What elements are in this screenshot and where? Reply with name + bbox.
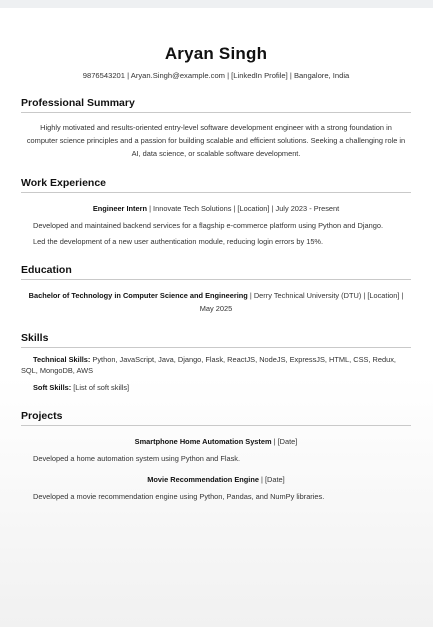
projects-section — [21, 410, 411, 502]
contact-line: 9876543201 | Aryan.Singh@example.com | [LinkedIn Profile] | Bangalore, India — [82, 71, 350, 80]
experience-role: Engineer Intern — [92, 204, 148, 213]
education-entry — [21, 289, 411, 315]
technical-skills-label: Technical Skills: — [33, 355, 91, 364]
summary-text: Highly motivated and results-oriented entry-level software development engineer with a strong foundation in computer science principles and a passion for building scalable and efficient solutions. Seeking a challenging role in AI, data science, or scalable software development. — [26, 123, 406, 158]
project-description: Developed a movie recommendation engine using Python, Pandas, and NumPy libraries. — [33, 492, 325, 501]
skills-section — [21, 332, 411, 393]
top-bar — [0, 0, 433, 8]
summary-heading: Professional Summary — [21, 97, 411, 113]
projects-heading: Projects — [21, 410, 411, 426]
resume-name: Aryan Singh — [164, 44, 268, 63]
experience-section — [21, 177, 411, 247]
project-date: | [Date] — [258, 475, 285, 484]
summary-section — [21, 97, 411, 160]
experience-heading: Work Experience — [21, 177, 411, 193]
experience-entry-head — [21, 202, 411, 215]
education-heading: Education — [21, 264, 411, 280]
project-name: Smartphone Home Automation System — [134, 437, 272, 446]
experience-bullet: Developed and maintained backend services for a flagship e-commerce platform using Python and Django. — [33, 221, 384, 230]
technical-skills-list: Python, JavaScript, Java, Django, Flask, ReactJS, NodeJS, ExpressJS, HTML, CSS, Redux, SQL, MongoDB, AWS — [21, 355, 396, 375]
soft-skills-list: [List of soft skills] — [71, 383, 130, 392]
project-title — [21, 435, 411, 448]
soft-skills — [21, 382, 411, 393]
project-description: Developed a home automation system using Python and Flask. — [33, 454, 241, 463]
project-name: Movie Recommendation Engine — [147, 475, 259, 484]
project-date: | [Date] — [271, 437, 298, 446]
experience-details: | Innovate Tech Solutions | [Location] | July 2023 - Present — [147, 204, 340, 213]
resume-page — [0, 44, 433, 502]
soft-skills-label: Soft Skills: — [33, 383, 72, 392]
skills-heading: Skills — [21, 332, 411, 348]
experience-bullet: Led the development of a new user authentication module, reducing login errors by 15%. — [33, 237, 324, 246]
education-section — [21, 264, 411, 315]
education-degree: Bachelor of Technology in Computer Science and Engineering — [28, 291, 248, 300]
technical-skills — [21, 354, 411, 376]
project-title — [21, 473, 411, 486]
education-details: | Derry Technical University (DTU) | [Location] | May 2025 — [199, 291, 404, 313]
